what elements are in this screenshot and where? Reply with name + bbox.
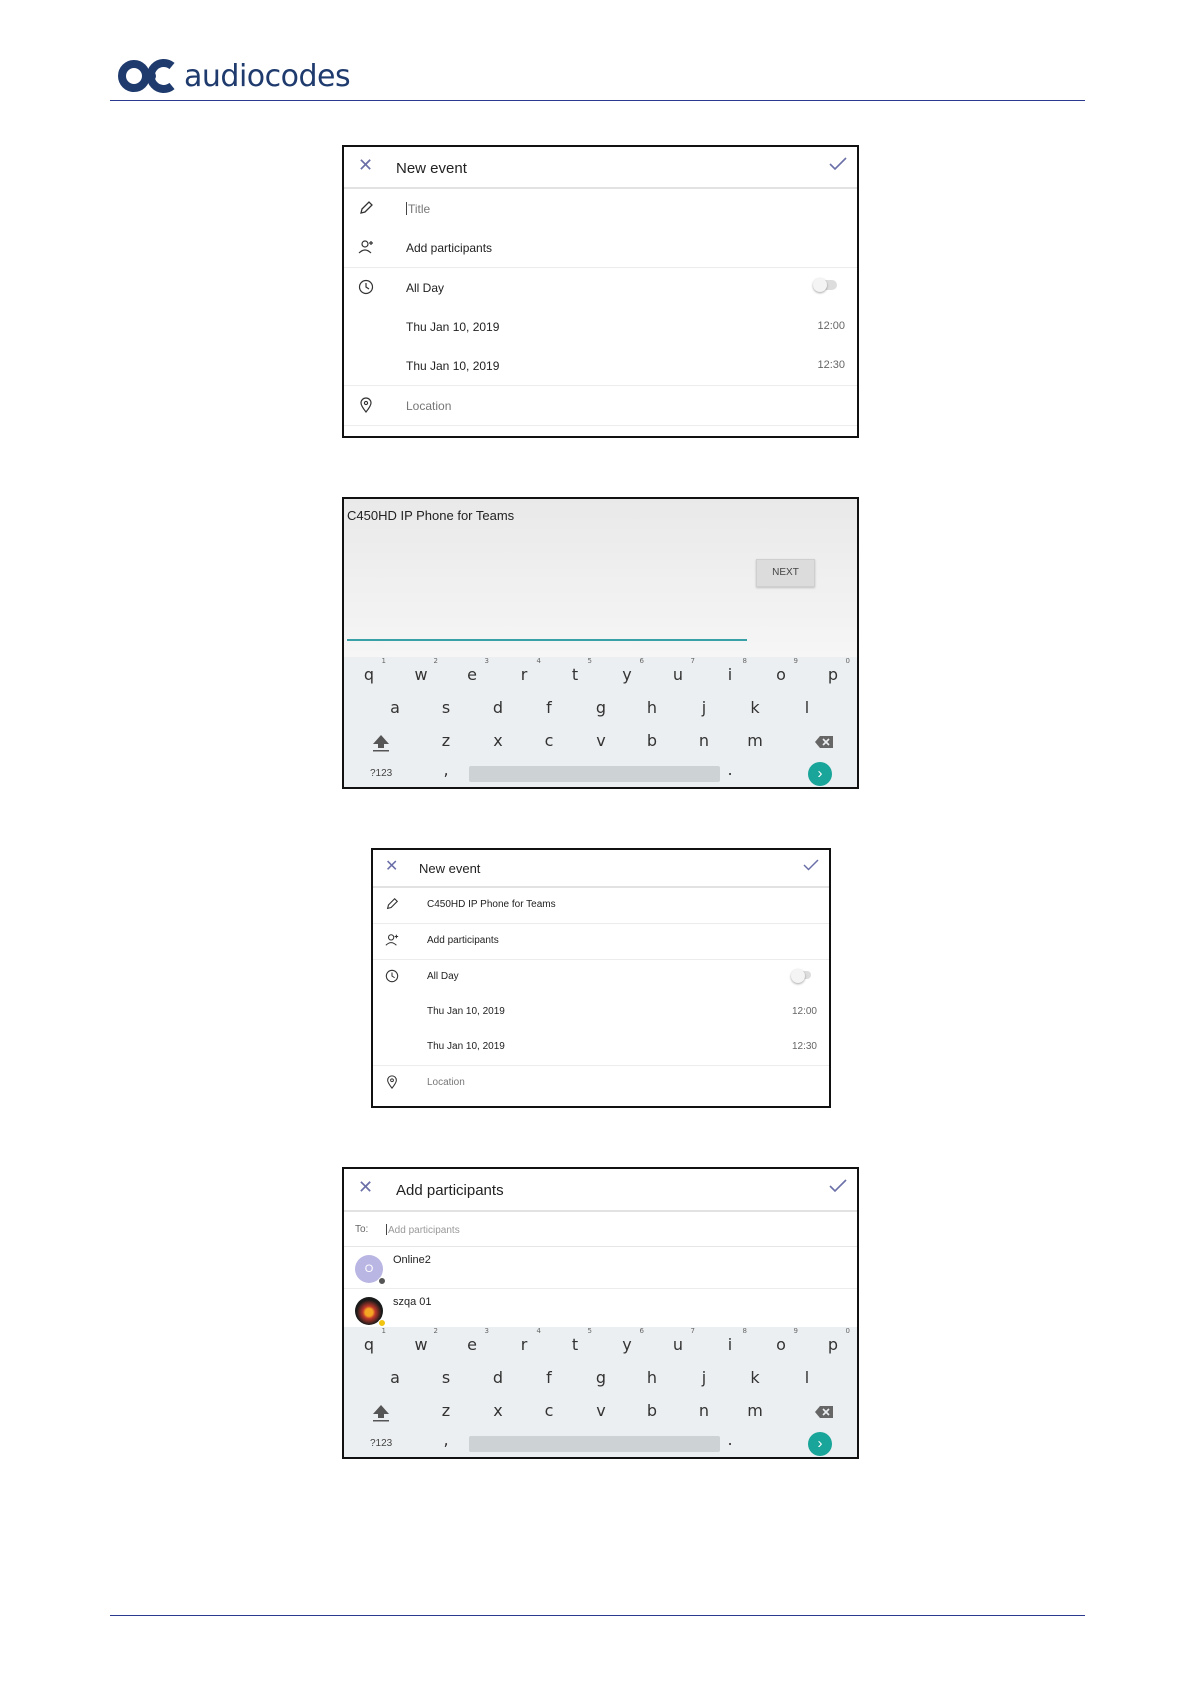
input-underline: [347, 639, 747, 641]
save-check-icon[interactable]: [829, 157, 847, 176]
start-date[interactable]: Thu Jan 10, 2019: [427, 1006, 505, 1017]
keyboard-row-2: [344, 1368, 857, 1398]
add-person-icon: [358, 239, 374, 255]
key[interactable]: p 0: [827, 657, 850, 684]
keyboard-row-3: [344, 731, 857, 761]
key[interactable]: d: [492, 1368, 504, 1387]
shift-icon[interactable]: [371, 1403, 391, 1428]
presence-dot: [378, 1319, 386, 1327]
key[interactable]: t 5: [571, 657, 592, 684]
all-day-label: All Day: [406, 281, 445, 295]
key[interactable]: z: [441, 731, 451, 750]
add-person-icon: [385, 933, 401, 949]
add-participants-screen: [342, 1167, 859, 1459]
on-screen-keyboard: [344, 1327, 857, 1457]
key[interactable]: i 8: [727, 657, 747, 684]
start-date[interactable]: Thu Jan 10, 2019: [406, 320, 500, 334]
footer-rule: [110, 1615, 1085, 1616]
key[interactable]: u 7: [672, 1327, 695, 1354]
keyboard-row-4: [344, 760, 857, 789]
all-day-row: [373, 960, 829, 995]
next-button[interactable]: NEXT: [756, 559, 815, 587]
key[interactable]: z: [441, 1401, 451, 1420]
keyboard-row-4: [344, 1430, 857, 1459]
key[interactable]: g: [595, 698, 607, 717]
key[interactable]: g: [595, 1368, 607, 1387]
key[interactable]: h: [646, 1368, 658, 1387]
recipient-row: [344, 1212, 857, 1247]
start-row[interactable]: [373, 995, 829, 1030]
key[interactable]: s: [441, 698, 451, 717]
audiocodes-logo: [118, 56, 350, 96]
contact-item[interactable]: [344, 1247, 857, 1289]
end-date[interactable]: Thu Jan 10, 2019: [406, 359, 500, 373]
event-header: [373, 850, 829, 888]
end-time[interactable]: 12:30: [817, 359, 845, 371]
key[interactable]: e 3: [467, 657, 489, 684]
key[interactable]: j: [701, 1368, 707, 1387]
header-rule: [110, 100, 1085, 101]
clock-icon: [358, 279, 374, 295]
title-field-row[interactable]: [344, 189, 857, 228]
on-screen-keyboard: [344, 657, 857, 787]
key[interactable]: k: [750, 1368, 760, 1387]
keyboard-row-2: [344, 698, 857, 728]
end-date[interactable]: Thu Jan 10, 2019: [427, 1041, 505, 1052]
key[interactable]: k: [750, 698, 760, 717]
add-participants-row[interactable]: [344, 228, 857, 268]
key[interactable]: x: [493, 731, 503, 750]
add-participants-label: Add participants: [406, 241, 493, 255]
location-row[interactable]: [373, 1066, 829, 1101]
close-icon[interactable]: ✕: [385, 858, 399, 875]
key[interactable]: y 6: [622, 1327, 644, 1354]
keyboard-row-1: [344, 1327, 857, 1365]
symbols-key[interactable]: ?123: [370, 1438, 393, 1449]
key[interactable]: y 6: [622, 657, 644, 684]
all-day-row: [344, 268, 857, 307]
key[interactable]: u 7: [672, 657, 695, 684]
key[interactable]: x: [493, 1401, 503, 1420]
shift-icon[interactable]: [371, 733, 391, 758]
new-event-screen: [342, 145, 859, 438]
key[interactable]: l: [804, 698, 810, 717]
to-label: To:: [355, 1224, 369, 1235]
all-day-toggle[interactable]: [815, 280, 837, 290]
keyboard-row-3: [344, 1401, 857, 1431]
clock-icon: [385, 969, 401, 985]
location-pin-icon: [385, 1075, 401, 1091]
key[interactable]: o 9: [776, 657, 798, 684]
location-label: Location: [427, 1077, 465, 1088]
close-icon[interactable]: ✕: [358, 1177, 374, 1197]
typed-title-text[interactable]: C450HD IP Phone for Teams: [347, 508, 515, 523]
key[interactable]: f: [546, 1368, 552, 1387]
key[interactable]: v: [596, 1401, 606, 1420]
key[interactable]: r 4: [520, 1327, 541, 1354]
end-row[interactable]: [373, 1030, 829, 1066]
add-participants-label: Add participants: [427, 935, 499, 946]
new-event-filled-screen: [371, 848, 831, 1108]
key[interactable]: v: [596, 731, 606, 750]
done-check-icon[interactable]: [829, 1179, 847, 1198]
comma-key[interactable]: ,: [443, 1430, 449, 1449]
location-row[interactable]: [344, 386, 857, 426]
event-header-title: New event: [419, 861, 481, 876]
location-pin-icon: [358, 397, 374, 413]
key[interactable]: l: [804, 1368, 810, 1387]
key[interactable]: w 2: [414, 657, 438, 684]
key[interactable]: c: [544, 1401, 554, 1420]
enter-button[interactable]: ›: [808, 762, 832, 786]
key[interactable]: s: [441, 1368, 451, 1387]
add-participants-row[interactable]: [373, 924, 829, 960]
end-time[interactable]: 12:30: [791, 1041, 817, 1052]
title-field-row[interactable]: [373, 888, 829, 924]
start-time[interactable]: 12:00: [791, 1006, 817, 1017]
keyboard-row-1: [344, 657, 857, 695]
event-header-title: New event: [396, 160, 467, 177]
key[interactable]: a: [390, 1368, 400, 1387]
close-icon[interactable]: ✕: [358, 155, 374, 175]
comma-key[interactable]: ,: [443, 760, 449, 779]
key[interactable]: t 5: [571, 1327, 592, 1354]
key[interactable]: j: [701, 698, 707, 717]
period-key[interactable]: .: [727, 760, 733, 779]
period-key[interactable]: .: [727, 1430, 733, 1449]
save-check-icon[interactable]: [803, 858, 819, 876]
logo-mark-icon: [118, 56, 182, 96]
space-bar[interactable]: [469, 766, 720, 782]
title-typing-screen: [342, 497, 859, 789]
title-input[interactable]: Title: [408, 202, 431, 216]
symbols-key[interactable]: ?123: [370, 768, 393, 779]
start-time[interactable]: 12:00: [817, 320, 845, 332]
key[interactable]: i 8: [727, 1327, 747, 1354]
all-day-label: All Day: [427, 971, 459, 982]
key[interactable]: d: [492, 698, 504, 717]
key[interactable]: w 2: [414, 1327, 438, 1354]
key[interactable]: n: [698, 1401, 710, 1420]
backspace-icon[interactable]: [814, 1405, 834, 1424]
space-bar[interactable]: [469, 1436, 720, 1452]
key[interactable]: r 4: [520, 657, 541, 684]
key[interactable]: f: [546, 698, 552, 717]
contact-item[interactable]: [344, 1289, 857, 1330]
all-day-toggle[interactable]: [793, 971, 811, 979]
key[interactable]: h: [646, 698, 658, 717]
event-header: [344, 147, 857, 189]
key[interactable]: m: [747, 1401, 763, 1420]
pencil-icon: [385, 897, 401, 913]
key[interactable]: b: [646, 731, 658, 750]
key[interactable]: q 1: [363, 1327, 386, 1354]
start-row[interactable]: [344, 307, 857, 346]
participants-header: [344, 1169, 857, 1212]
brand-name: audiocodes: [184, 58, 351, 94]
key[interactable]: o 9: [776, 1327, 798, 1354]
location-label: Location: [406, 399, 452, 413]
pencil-icon: [358, 200, 374, 216]
enter-button[interactable]: ›: [808, 1432, 832, 1456]
key[interactable]: q 1: [363, 657, 386, 684]
backspace-icon[interactable]: [814, 735, 834, 754]
avatar: O: [355, 1255, 383, 1283]
contact-name: Online2: [393, 1254, 431, 1266]
key[interactable]: e 3: [467, 1327, 489, 1354]
key[interactable]: m: [747, 731, 763, 750]
participants-header-title: Add participants: [396, 1182, 504, 1199]
participants-search-input[interactable]: Add participants: [388, 1225, 460, 1236]
key[interactable]: c: [544, 731, 554, 750]
event-title-value[interactable]: C450HD IP Phone for Teams: [427, 899, 556, 910]
end-row[interactable]: [344, 346, 857, 386]
presence-dot: [378, 1277, 386, 1285]
key[interactable]: p 0: [827, 1327, 850, 1354]
key[interactable]: a: [390, 698, 400, 717]
key[interactable]: n: [698, 731, 710, 750]
key[interactable]: b: [646, 1401, 658, 1420]
contact-name: szqa 01: [393, 1296, 432, 1308]
